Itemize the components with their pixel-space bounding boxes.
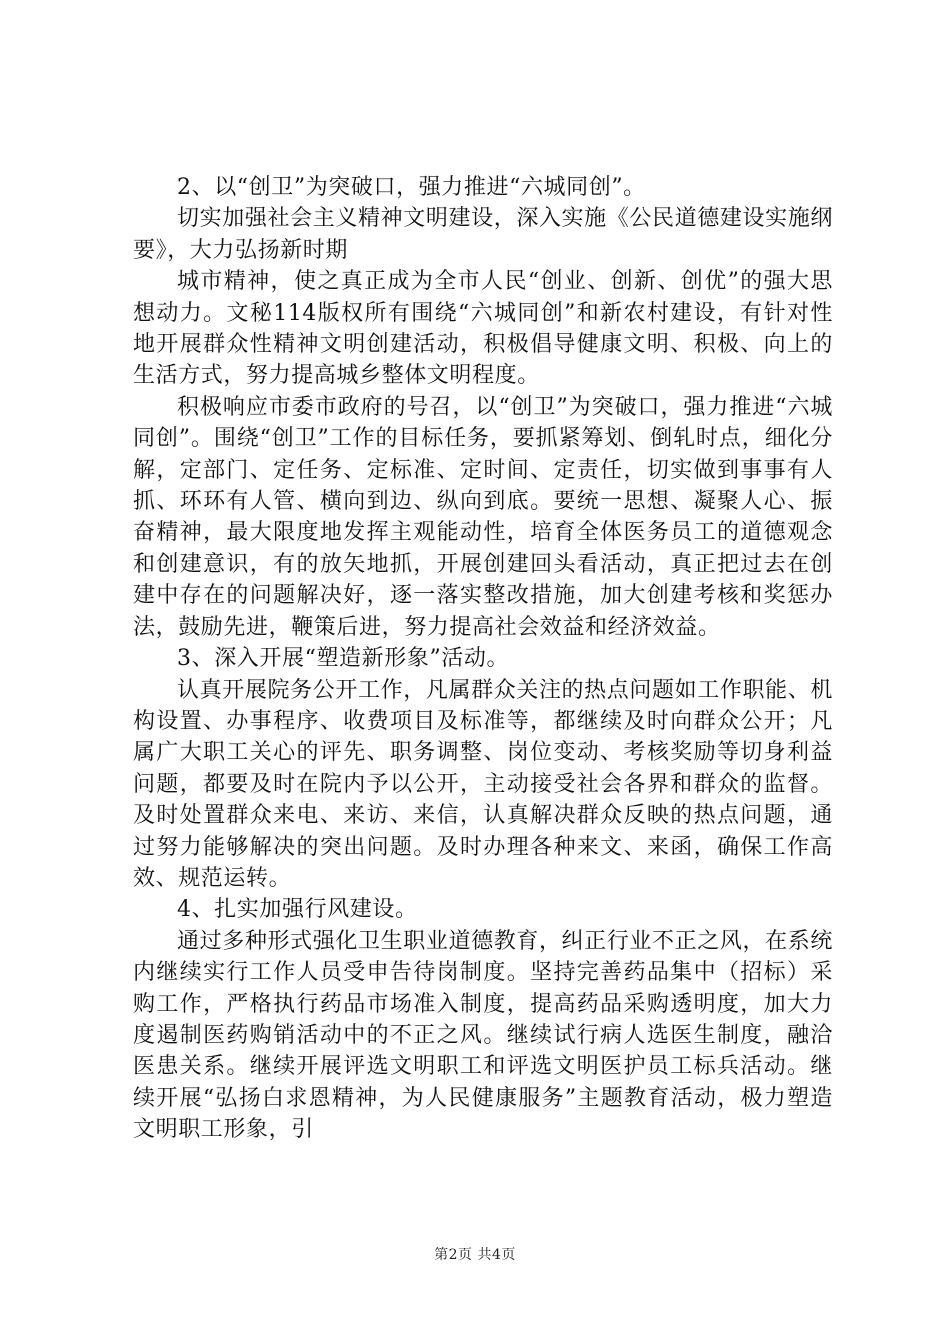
document-body	[133, 172, 833, 1146]
section-heading-2: 2、以“创卫”为突破口，强力推进“六城同创”。	[177, 175, 646, 200]
paragraph: 城市精神，使之真正成为全市人民“创业、创新、创优”的强大思想动力。文秘114版权所有围绕“六城同创”和新农村建设，有针对性地开展群众性精神文明创建活动，积极倡导健康文明、积极、向上的生活方式，努力提高城乡整体文明程度。	[133, 269, 833, 389]
section-heading-4: 4、扎实加强行风建设。	[177, 897, 418, 923]
paragraph: 通过多种形式强化卫生职业道德教育，纠正行业不正之风，在系统内继续实行工作人员受申告待岗制度。坚持完善药品集中（招标）采购工作，严格执行药品市场准入制度，提高药品采购透明度，加大力度遏制医药购销活动中的不正之风。继续试行病人选医生制度，融洽医患关系。继续开展评选文明职工和评选文明医护员工标兵活动。继续开展“弘扬白求恩精神，为人民健康服务”主题教育活动，极力塑造文明职工形象，引	[133, 928, 833, 1143]
paragraph: 积极响应市委市政府的号召，以“创卫”为突破口，强力推进“六城同创”。围绕“创卫”工作的目标任务，要抓紧筹划、倒轧时点，细化分解，定部门、定任务、定标准、定时间、定责任，切实做到事事有人抓、环环有人管、横向到边、纵向到底。要统一思想、凝聚人心、振奋精神，最大限度地发挥主观能动性，培育全体医务员工的道德观念和创建意识，有的放矢地抓，开展创建回头看活动，真正把过去在创建中存在的问题解决好，逐一落实整改措施，加大创建考核和奖惩办法，鼓励先进，鞭策后进，努力提高社会效益和经济效益。	[133, 394, 833, 640]
paragraph: 切实加强社会主义精神文明建设，深入实施《公民道德建设实施纲要》，大力弘扬新时期	[133, 206, 833, 263]
section-heading-3: 3、深入开展“塑造新形象”活动。	[177, 646, 510, 672]
page-footer: 第2页 共4页	[434, 1247, 516, 1263]
paragraph: 认真开展院务公开工作，凡属群众关注的热点问题如工作职能、机构设置、办事程序、收费项目及标准等，都继续及时向群众公开；凡属广大职工关心的评先、职务调整、岗位变动、考核奖励等切身利益问题，都要及时在院内予以公开，主动接受社会各界和群众的监督。及时处置群众来电、来访、来信，认真解决群众反映的热点问题，通过努力能够解决的突出问题。及时办理各种来文、来函，确保工作高效、规范运转。	[133, 677, 833, 891]
